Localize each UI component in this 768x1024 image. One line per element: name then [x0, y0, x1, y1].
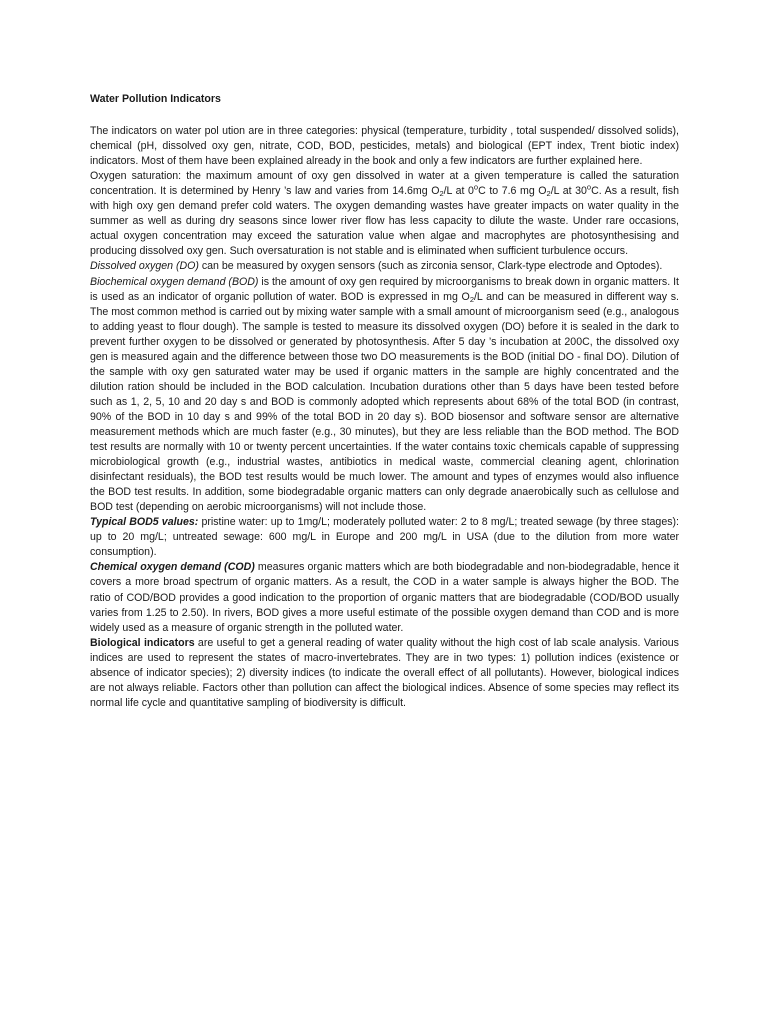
- document-page: [90, 92, 679, 711]
- paragraph-bod5-values: [90, 515, 679, 560]
- term-biological-indicators: Biological indicators: [90, 636, 195, 649]
- text-run: C. As a result, fish with high oxy gen demand prefer cold waters. The oxygen demanding wastes have greater impacts on water quality in the summer as well as during dry seasons since lower river flow has less capacity to dilute the waste. Under rare occasions, actual oxygen concentration may exceed the saturation value when algae and macrophytes are photosynthesising and producing dissolved oxy gen. Such oversaturation is not stable and is eliminated when sufficient turbulence occurs.: [90, 185, 679, 258]
- term-bod5-values: Typical BOD5 values:: [90, 516, 199, 529]
- superscript: o: [586, 182, 592, 192]
- term-cod: Chemical oxygen demand (COD): [90, 561, 255, 574]
- text-run: measures organic matters which are both biodegradable and non-biodegradable, hence it covers a more broad spectrum of organic matters. As a result, the COD in a water sample is always higher the BOD. The ratio of COD/BOD provides a good indication to the proportion of organic matters that are biodegradable (COD/BOD usually varies from 1.25 to 2.50). In rivers, BOD gives a more useful estimate of the possible oxygen demand than COD and is more widely used as a measure of organic strength in the polluted water.: [90, 561, 680, 634]
- text-run: can be measured by oxygen sensors (such as zirconia sensor, Clark-type electrode and Optodes).: [198, 260, 663, 273]
- subscript: 2: [469, 294, 474, 304]
- text-run: pristine water: up to 1mg/L; moderately polluted water: 2 to 8 mg/L; treated sewage (by three stages): up to 20 mg/L; untreated sewage: 600 mg/L in Europe and 200 mg/L in USA (due to the dilution from more water consumption).: [90, 516, 679, 559]
- text-run: are useful to get a general reading of water quality without the high cost of lab scale analysis. Various indices are used to represent the states of macro-invertebrates. They are in two types: 1) pollution indices (existence or absence of indicator species); 2) diversity indices (to indicate the overall effect of all pollutants). However, biological indices are not always reliable. Factors other than pollution can affect the biological indices. Absence of some species may reflect its normal life cycle and quantitative sampling of biodiversity is difficult.: [90, 636, 679, 709]
- superscript: o: [473, 182, 479, 192]
- term-dissolved-oxygen: Dissolved oxygen (DO): [90, 260, 199, 273]
- subscript: 2: [546, 189, 551, 199]
- paragraph-oxygen-saturation: [90, 169, 679, 259]
- paragraph-biological-indicators: [90, 636, 679, 711]
- paragraph-dissolved-oxygen: [90, 259, 679, 274]
- text-run: /L at 30: [550, 185, 587, 198]
- text-run: is the amount of oxy gen required by microorganisms to break down in organic matters. It is used as an indicator of organic pollution of water. BOD is expressed in mg O: [90, 275, 680, 303]
- text-run: Oxygen saturation: the maximum amount of oxy gen dissolved in water at a given temperature is called the saturation concentration. It is determined by Henry ’s law and varies from 14.6mg O: [90, 170, 679, 198]
- paragraph-cod: [90, 560, 679, 635]
- text-run: /L at 0: [443, 185, 474, 198]
- term-bod: Biochemical oxygen demand (BOD): [90, 275, 259, 288]
- document-title: Water Pollution Indicators: [90, 93, 221, 105]
- text-run: /L and can be measured in different way s. The most common method is carried out by mixing water sample with a small amount of microorganism seed (e.g., analogous to adding yeast to flour dough). The sample is tested to measure its dissolved oxygen (DO) before it is sealed in the dark to prevent further oxygen to be dissolved or generated by photosynthesis. After 5 day ’s incubation at 200C, the dissolved oxy gen is measured again and the difference between those two DO measurements is the BOD (initial DO - final DO). Dilution of the sample with oxy gen saturated water may be used if organic matters in the sample are highly concentrated and the dilution ration should be included in the BOD calculation. Incubation durations other than 5 days have been tested before such as 1, 2, 5, 10 and 20 day s and BOD is commonly adopted which represents about 68% of the total BOD (in contrast, 90% of the BOD in 10 day s and 99% of the total BOD in 20 day s). BOD biosensor and software sensor are alternative measurement methods which are much faster (e.g., 30 minutes), but they are less reliable than the BOD method. The BOD test results are normally with 10 or twenty percent uncertainties. If the water contains toxic chemicals capable of suppressing microbiological growth (e.g., industrial wastes, antibiotics in medical waste, commercial cleaning agent, chlorination disinfectant residuals), the BOD test results would be much lower. The amount and types of enzymes would also influence the BOD test results. In addition, some biodegradable organic matters can only degrade anaerobically such as cellulose and BOD test (depending on aerobic microorganisms) will not include those.: [90, 290, 679, 514]
- paragraph-bod: [90, 275, 679, 516]
- text-run: C to 7.6 mg O: [478, 185, 547, 198]
- paragraph-indicator-categories: The indicators on water pol ution are in three categories: physical (temperature, turbidity , total suspended/ dissolved solids), chemical (pH, dissolved oxy gen, nitrate, COD, BOD, pesticides, metals) and biological (EPT index, Trent biotic index) indicators. Most of them have been explained already in the book and only a few indicators are further explained here.: [90, 125, 679, 168]
- subscript: 2: [439, 189, 444, 199]
